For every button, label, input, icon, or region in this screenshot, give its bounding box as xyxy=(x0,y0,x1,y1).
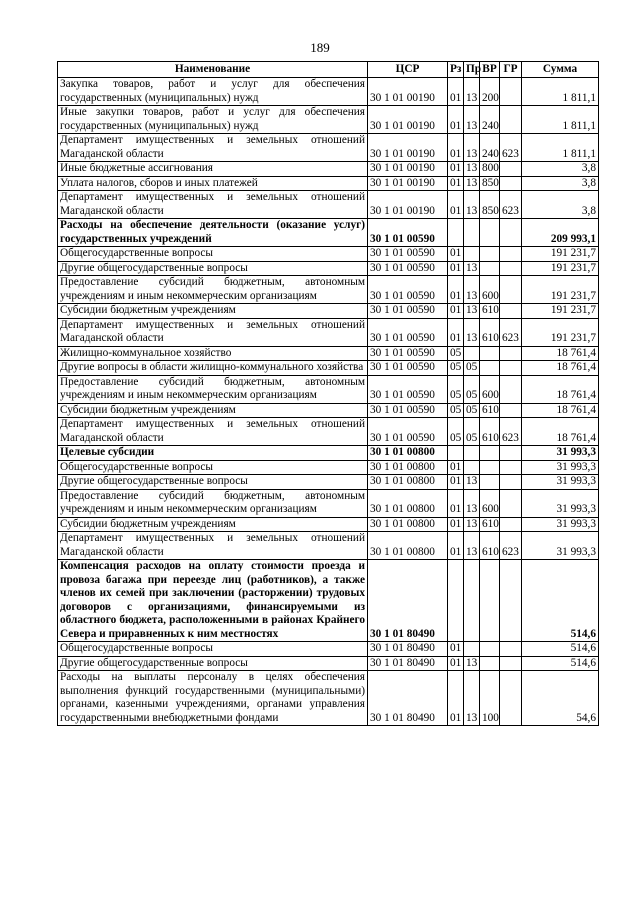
cell-gr xyxy=(500,671,522,726)
cell-name: Другие общегосударственные вопросы xyxy=(58,475,368,490)
cell-rz xyxy=(448,560,464,642)
cell-sum: 31 993,3 xyxy=(522,517,599,532)
cell-sum: 1 811,1 xyxy=(522,78,599,106)
cell-sum: 191 231,7 xyxy=(522,247,599,262)
cell-pr: 13 xyxy=(464,106,480,134)
cell-name: Закупка товаров, работ и услуг для обеспечения государственных (муниципальных) нужд xyxy=(58,78,368,106)
cell-gr xyxy=(500,375,522,403)
cell-rz: 05 xyxy=(448,346,464,361)
table-row xyxy=(58,489,599,517)
cell-pr xyxy=(464,247,480,262)
cell-name: Общегосударственные вопросы xyxy=(58,460,368,475)
cell-name: Предоставление субсидий бюджетным, автономным учреждениям и иным некоммерческим организациям xyxy=(58,489,368,517)
cell-sum: 191 231,7 xyxy=(522,318,599,346)
table-row xyxy=(58,162,599,177)
cell-csr: 30 1 01 80490 xyxy=(368,656,448,671)
cell-gr xyxy=(500,276,522,304)
cell-rz: 01 xyxy=(448,106,464,134)
cell-pr: 13 xyxy=(464,489,480,517)
table-row xyxy=(58,261,599,276)
cell-name: Общегосударственные вопросы xyxy=(58,642,368,657)
cell-vr xyxy=(480,346,500,361)
cell-pr xyxy=(464,446,480,461)
cell-pr xyxy=(464,346,480,361)
header-rz: Рз xyxy=(448,62,464,78)
cell-pr: 13 xyxy=(464,191,480,219)
cell-vr xyxy=(480,460,500,475)
cell-rz: 01 xyxy=(448,517,464,532)
cell-gr xyxy=(500,489,522,517)
cell-vr: 600 xyxy=(480,375,500,403)
cell-gr xyxy=(500,656,522,671)
cell-rz: 05 xyxy=(448,418,464,446)
table-row xyxy=(58,671,599,726)
cell-pr xyxy=(464,560,480,642)
cell-rz: 01 xyxy=(448,261,464,276)
cell-csr: 30 1 01 00800 xyxy=(368,460,448,475)
cell-rz: 01 xyxy=(448,489,464,517)
cell-sum: 31 993,3 xyxy=(522,489,599,517)
cell-rz: 01 xyxy=(448,276,464,304)
cell-gr xyxy=(500,475,522,490)
cell-csr: 30 1 01 00800 xyxy=(368,489,448,517)
page-number: 189 xyxy=(310,40,330,55)
cell-vr xyxy=(480,247,500,262)
cell-csr: 30 1 01 00590 xyxy=(368,247,448,262)
cell-csr: 30 1 01 80490 xyxy=(368,560,448,642)
cell-gr: 623 xyxy=(500,318,522,346)
cell-name: Иные бюджетные ассигнования xyxy=(58,162,368,177)
cell-pr: 13 xyxy=(464,261,480,276)
cell-vr: 610 xyxy=(480,418,500,446)
cell-sum: 18 761,4 xyxy=(522,361,599,376)
cell-vr: 600 xyxy=(480,276,500,304)
cell-sum: 191 231,7 xyxy=(522,304,599,319)
cell-gr xyxy=(500,346,522,361)
cell-rz: 01 xyxy=(448,134,464,162)
cell-sum: 191 231,7 xyxy=(522,261,599,276)
cell-name: Департамент имущественных и земельных отношений Магаданской области xyxy=(58,418,368,446)
cell-sum: 18 761,4 xyxy=(522,418,599,446)
cell-vr: 850 xyxy=(480,191,500,219)
cell-pr: 13 xyxy=(464,318,480,346)
cell-rz: 01 xyxy=(448,78,464,106)
cell-pr: 13 xyxy=(464,532,480,560)
table-row xyxy=(58,418,599,446)
table-row xyxy=(58,517,599,532)
table-row xyxy=(58,276,599,304)
cell-name: Целевые субсидии xyxy=(58,446,368,461)
cell-gr: 623 xyxy=(500,418,522,446)
table-row xyxy=(58,460,599,475)
cell-gr xyxy=(500,560,522,642)
cell-csr: 30 1 01 00590 xyxy=(368,403,448,418)
cell-sum: 3,8 xyxy=(522,176,599,191)
cell-csr: 30 1 01 00590 xyxy=(368,261,448,276)
cell-rz: 01 xyxy=(448,671,464,726)
cell-sum: 31 993,3 xyxy=(522,475,599,490)
table-row xyxy=(58,532,599,560)
cell-vr: 600 xyxy=(480,489,500,517)
cell-pr: 13 xyxy=(464,475,480,490)
cell-sum: 31 993,3 xyxy=(522,532,599,560)
table-row xyxy=(58,642,599,657)
table-row xyxy=(58,656,599,671)
cell-gr xyxy=(500,304,522,319)
table-row xyxy=(58,219,599,247)
cell-sum: 54,6 xyxy=(522,671,599,726)
cell-gr: 623 xyxy=(500,532,522,560)
cell-rz: 05 xyxy=(448,375,464,403)
cell-name: Предоставление субсидий бюджетным, автономным учреждениям и иным некоммерческим организациям xyxy=(58,375,368,403)
cell-csr: 30 1 01 00190 xyxy=(368,106,448,134)
table-body xyxy=(58,78,599,726)
cell-rz: 01 xyxy=(448,247,464,262)
cell-csr: 30 1 01 00590 xyxy=(368,318,448,346)
cell-gr xyxy=(500,162,522,177)
cell-vr: 610 xyxy=(480,318,500,346)
cell-sum: 18 761,4 xyxy=(522,346,599,361)
cell-pr: 05 xyxy=(464,418,480,446)
cell-name: Департамент имущественных и земельных отношений Магаданской области xyxy=(58,191,368,219)
cell-rz: 01 xyxy=(448,191,464,219)
cell-pr: 13 xyxy=(464,517,480,532)
cell-vr: 610 xyxy=(480,532,500,560)
cell-gr xyxy=(500,446,522,461)
cell-gr xyxy=(500,517,522,532)
cell-sum: 514,6 xyxy=(522,642,599,657)
table-row xyxy=(58,106,599,134)
cell-gr: 623 xyxy=(500,191,522,219)
cell-gr xyxy=(500,642,522,657)
cell-sum: 3,8 xyxy=(522,162,599,177)
cell-name: Общегосударственные вопросы xyxy=(58,247,368,262)
cell-pr xyxy=(464,642,480,657)
table-row xyxy=(58,134,599,162)
cell-vr: 800 xyxy=(480,162,500,177)
cell-csr: 30 1 01 00800 xyxy=(368,532,448,560)
table-row xyxy=(58,247,599,262)
cell-name: Компенсация расходов на оплату стоимости проезда и провоза багажа при переезде лиц (работников), а также членов их семей при заключении (расторжении) трудовых договоров с организациями, финансируемыми из областного бюджета, расположенными в районах Крайнего Севера и приравненных к ним местностях xyxy=(58,560,368,642)
cell-name: Субсидии бюджетным учреждениям xyxy=(58,517,368,532)
cell-gr xyxy=(500,176,522,191)
cell-csr: 30 1 01 00590 xyxy=(368,418,448,446)
header-csr: ЦСР xyxy=(368,62,448,78)
table-row xyxy=(58,346,599,361)
header-name: Наименование xyxy=(58,62,368,78)
cell-rz: 01 xyxy=(448,656,464,671)
cell-sum: 31 993,3 xyxy=(522,446,599,461)
cell-name: Иные закупки товаров, работ и услуг для обеспечения государственных (муниципальных) нужд xyxy=(58,106,368,134)
table-row xyxy=(58,560,599,642)
cell-csr: 30 1 01 00590 xyxy=(368,361,448,376)
table-row xyxy=(58,318,599,346)
cell-name: Расходы на выплаты персоналу в целях обеспечения выполнения функций государственными (муниципальными) органами, казенными учреждениями, органами управления государственными внебюджетными фондами xyxy=(58,671,368,726)
cell-pr xyxy=(464,219,480,247)
cell-name: Департамент имущественных и земельных отношений Магаданской области xyxy=(58,134,368,162)
cell-pr: 13 xyxy=(464,134,480,162)
cell-pr: 13 xyxy=(464,78,480,106)
cell-csr: 30 1 01 00590 xyxy=(368,375,448,403)
cell-vr: 200 xyxy=(480,78,500,106)
cell-name: Другие общегосударственные вопросы xyxy=(58,656,368,671)
cell-gr xyxy=(500,247,522,262)
cell-pr xyxy=(464,460,480,475)
cell-sum: 191 231,7 xyxy=(522,276,599,304)
cell-vr: 240 xyxy=(480,106,500,134)
table-row xyxy=(58,475,599,490)
cell-name: Субсидии бюджетным учреждениям xyxy=(58,403,368,418)
header-vr: ВР xyxy=(480,62,500,78)
header-sum: Сумма xyxy=(522,62,599,78)
cell-gr: 623 xyxy=(500,134,522,162)
cell-gr xyxy=(500,261,522,276)
table-row xyxy=(58,403,599,418)
cell-rz: 01 xyxy=(448,475,464,490)
cell-vr xyxy=(480,560,500,642)
header-pr: Пр xyxy=(464,62,480,78)
cell-csr: 30 1 01 00190 xyxy=(368,162,448,177)
cell-name: Предоставление субсидий бюджетным, автономным учреждениям и иным некоммерческим организациям xyxy=(58,276,368,304)
cell-rz: 01 xyxy=(448,162,464,177)
cell-vr: 100 xyxy=(480,671,500,726)
cell-vr xyxy=(480,261,500,276)
cell-pr: 13 xyxy=(464,671,480,726)
cell-csr: 30 1 01 00190 xyxy=(368,191,448,219)
cell-vr: 610 xyxy=(480,517,500,532)
cell-vr xyxy=(480,475,500,490)
cell-pr: 05 xyxy=(464,375,480,403)
cell-name: Уплата налогов, сборов и иных платежей xyxy=(58,176,368,191)
cell-rz: 01 xyxy=(448,460,464,475)
header-gr: ГР xyxy=(500,62,522,78)
cell-sum: 1 811,1 xyxy=(522,106,599,134)
cell-name: Департамент имущественных и земельных отношений Магаданской области xyxy=(58,318,368,346)
cell-gr xyxy=(500,106,522,134)
cell-vr: 240 xyxy=(480,134,500,162)
cell-rz: 05 xyxy=(448,361,464,376)
cell-rz xyxy=(448,446,464,461)
cell-sum: 3,8 xyxy=(522,191,599,219)
cell-name: Субсидии бюджетным учреждениям xyxy=(58,304,368,319)
cell-csr: 30 1 01 00800 xyxy=(368,475,448,490)
cell-gr xyxy=(500,460,522,475)
cell-csr: 30 1 01 00590 xyxy=(368,346,448,361)
table-row xyxy=(58,361,599,376)
cell-vr xyxy=(480,219,500,247)
cell-rz: 01 xyxy=(448,318,464,346)
cell-csr: 30 1 01 80490 xyxy=(368,642,448,657)
cell-gr xyxy=(500,78,522,106)
cell-rz: 01 xyxy=(448,176,464,191)
cell-name: Департамент имущественных и земельных отношений Магаданской области xyxy=(58,532,368,560)
cell-csr: 30 1 01 00190 xyxy=(368,176,448,191)
cell-pr: 13 xyxy=(464,276,480,304)
cell-vr xyxy=(480,642,500,657)
cell-pr: 13 xyxy=(464,162,480,177)
cell-csr: 30 1 01 00800 xyxy=(368,446,448,461)
cell-csr: 30 1 01 00590 xyxy=(368,276,448,304)
cell-pr: 13 xyxy=(464,176,480,191)
table-row xyxy=(58,191,599,219)
cell-vr: 850 xyxy=(480,176,500,191)
cell-vr: 610 xyxy=(480,403,500,418)
cell-sum: 514,6 xyxy=(522,560,599,642)
cell-csr: 30 1 01 00590 xyxy=(368,304,448,319)
table-row xyxy=(58,446,599,461)
cell-csr: 30 1 01 80490 xyxy=(368,671,448,726)
cell-csr: 30 1 01 00800 xyxy=(368,517,448,532)
cell-sum: 18 761,4 xyxy=(522,375,599,403)
cell-vr: 610 xyxy=(480,304,500,319)
cell-sum: 514,6 xyxy=(522,656,599,671)
cell-pr: 05 xyxy=(464,403,480,418)
table-row xyxy=(58,375,599,403)
cell-name: Другие общегосударственные вопросы xyxy=(58,261,368,276)
budget-table xyxy=(57,61,599,726)
cell-rz: 01 xyxy=(448,532,464,560)
cell-name: Другие вопросы в области жилищно-коммунального хозяйства xyxy=(58,361,368,376)
cell-sum: 31 993,3 xyxy=(522,460,599,475)
cell-name: Жилищно-коммунальное хозяйство xyxy=(58,346,368,361)
table-row xyxy=(58,304,599,319)
table-row xyxy=(58,176,599,191)
cell-csr: 30 1 01 00190 xyxy=(368,78,448,106)
cell-pr: 05 xyxy=(464,361,480,376)
cell-gr xyxy=(500,403,522,418)
cell-rz: 01 xyxy=(448,304,464,319)
cell-vr xyxy=(480,656,500,671)
cell-csr: 30 1 01 00590 xyxy=(368,219,448,247)
table-row xyxy=(58,78,599,106)
cell-gr xyxy=(500,361,522,376)
cell-vr xyxy=(480,446,500,461)
cell-pr: 13 xyxy=(464,656,480,671)
cell-vr xyxy=(480,361,500,376)
cell-name: Расходы на обеспечение деятельности (оказание услуг) государственных учреждений xyxy=(58,219,368,247)
cell-csr: 30 1 01 00190 xyxy=(368,134,448,162)
table-header xyxy=(58,62,599,78)
cell-pr: 13 xyxy=(464,304,480,319)
cell-gr xyxy=(500,219,522,247)
cell-rz: 05 xyxy=(448,403,464,418)
cell-sum: 18 761,4 xyxy=(522,403,599,418)
cell-sum: 209 993,1 xyxy=(522,219,599,247)
cell-sum: 1 811,1 xyxy=(522,134,599,162)
cell-rz xyxy=(448,219,464,247)
cell-rz: 01 xyxy=(448,642,464,657)
